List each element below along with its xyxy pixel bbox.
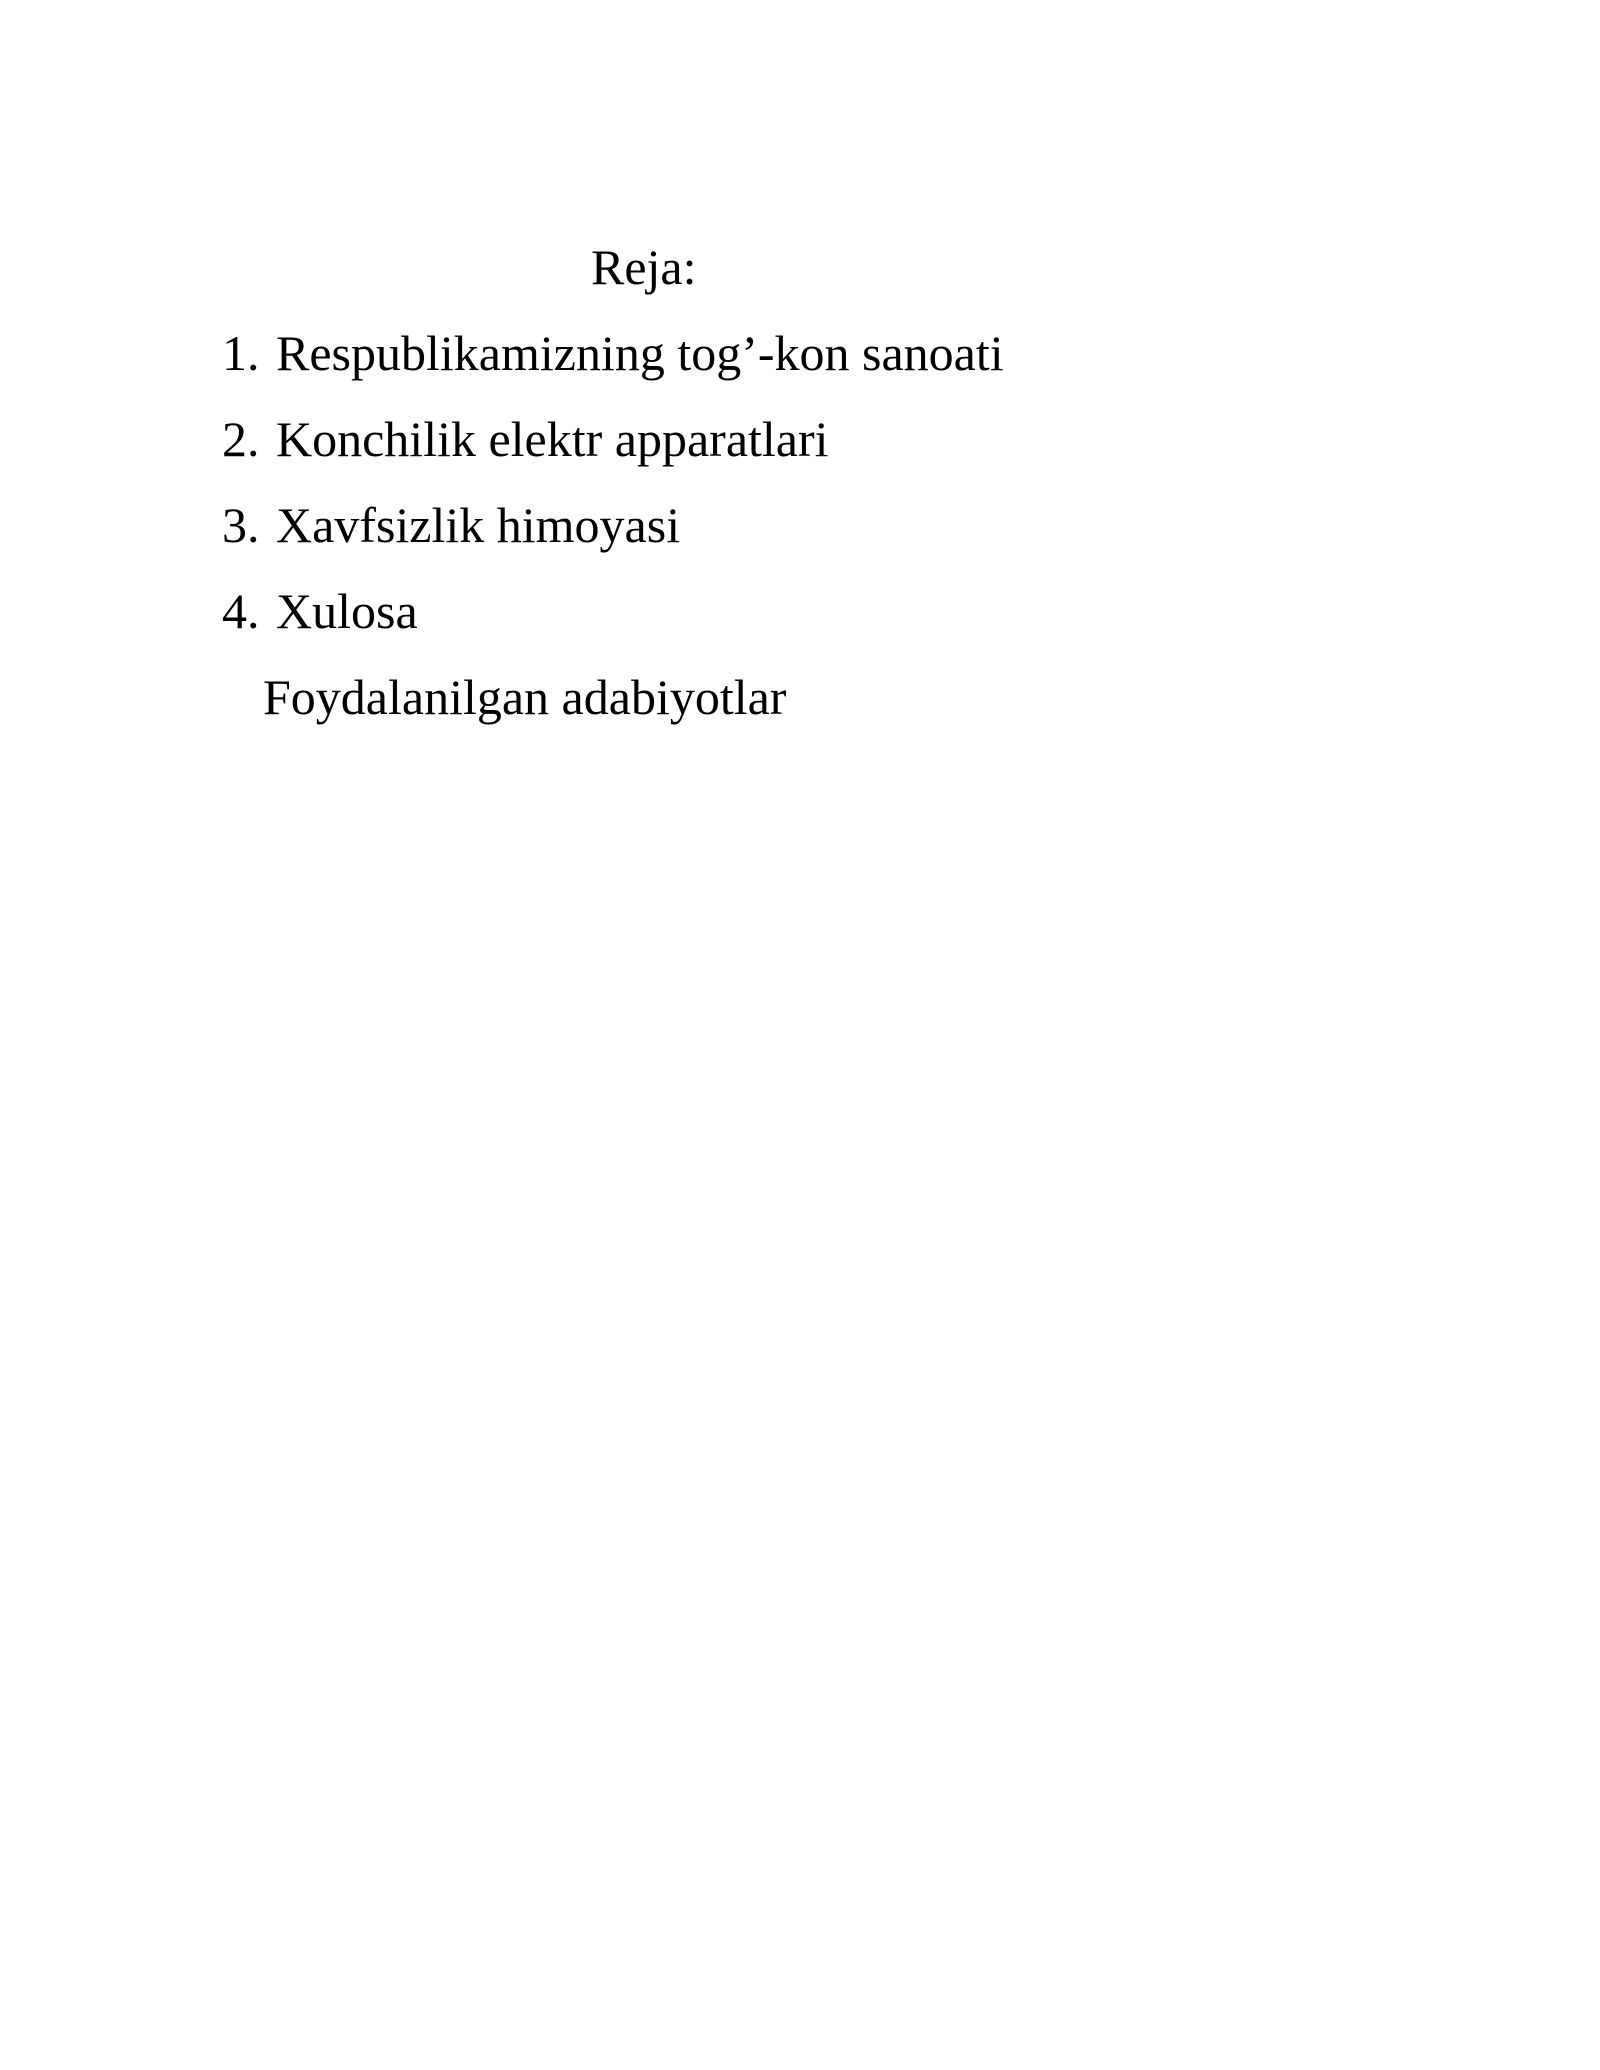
plan-item-1 (222, 325, 1004, 381)
page-title: Reja: (591, 239, 697, 295)
plan-item-number: 2. (222, 411, 260, 467)
plan-item-number: 4. (222, 583, 260, 639)
plan-item-number: 3. (222, 497, 260, 553)
references-line: Foydalanilgan adabiyotlar (263, 669, 787, 725)
plan-item-2 (222, 411, 829, 467)
plan-item-text: Konchilik elektr apparatlari (276, 411, 829, 467)
plan-item-text: Respublikamizning tog’-kon sanoati (276, 325, 1004, 381)
plan-item-number: 1. (222, 325, 260, 381)
plan-item-4 (222, 583, 418, 639)
plan-item-3 (222, 497, 681, 553)
plan-item-text: Xavfsizlik himoyasi (276, 497, 681, 553)
plan-item-text: Xulosa (276, 583, 418, 639)
